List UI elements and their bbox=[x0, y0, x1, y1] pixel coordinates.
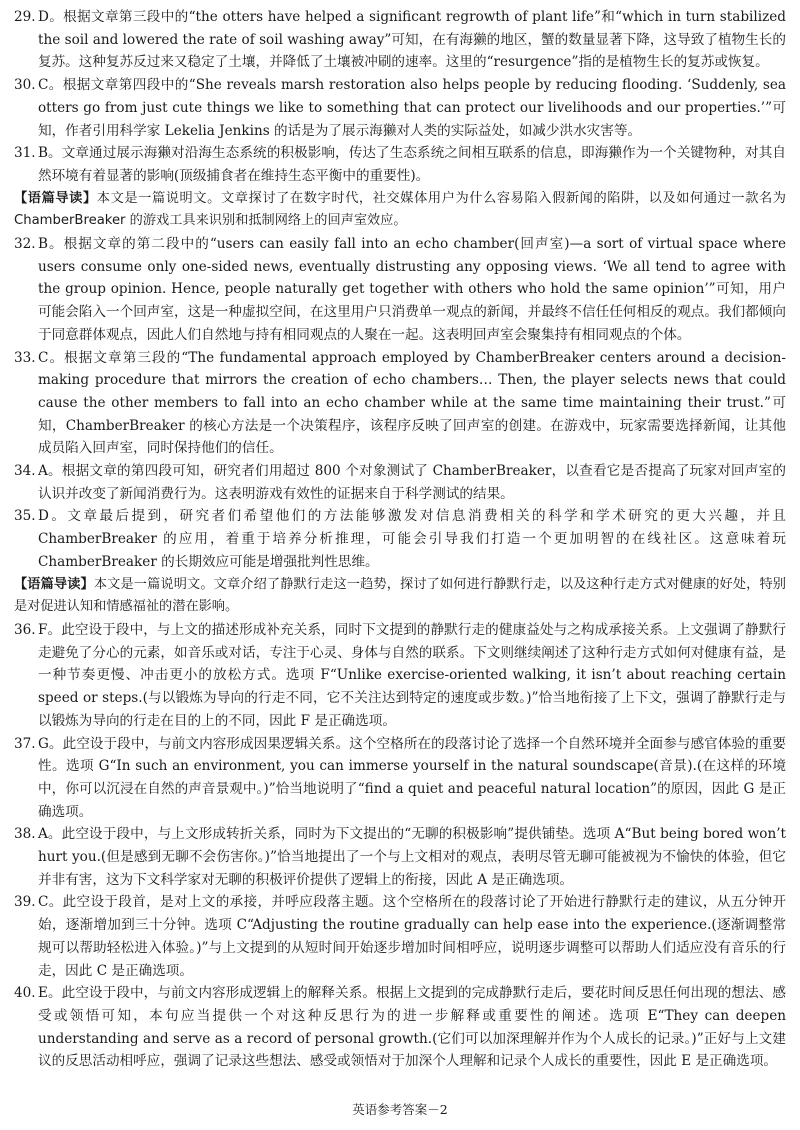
answer-item-29 bbox=[14, 6, 786, 74]
answer-item-32 bbox=[14, 233, 786, 347]
item-number: 35. bbox=[14, 508, 36, 525]
item-text: C。根据文章第四段中的“She reveals marsh restoration also helps people by reducing flooding. ‘Suddenly, sea otters go from just cute things we like to something that can protect our livelihoods and our properties.’”可知，作者引用科学家 Lekelia Jenkins 的话是为了展示海獭对人类的实际益处，如减少洪水灾害等。 bbox=[38, 77, 786, 139]
item-text: E。此空设于段中，与前文内容形成逻辑上的解释关系。根据上文提到的完成静默行走后，要花时间反思任何出现的想法、感受或领悟可知，本句应当提供一个对这种反思行为的进一步解释或重要性的阐述。选项 E“They can deepen understanding and serve as a record of personal growth.(它们可以加深理解并作为个人成长的记录。)”正好与上文建议的反思活动相呼应，强调了记录这些想法、感受或领悟对于加深个人理解和记录个人成长的重要性，因此 E 是正确选项。 bbox=[38, 985, 786, 1070]
item-number: 34. bbox=[14, 463, 36, 480]
item-text: D。根据文章第三段中的“the otters have helped a significant regrowth of plant life”和“which in turn stabilized the soil and lowered the rate of soil washing away”可知，在有海獭的地区，蟹的数量显著下降，这导致了植物生长的复苏。这种复苏反过来又稳定了土壤，并降低了土壤被冲刷的速率。这里的“resurgence”指的是植物生长的复苏或恢复。 bbox=[38, 9, 786, 71]
answer-item-34 bbox=[14, 460, 786, 505]
item-text: C。根据文章第三段的“The fundamental approach employed by ChamberBreaker centers around a decision-making procedure that mirrors the creation of echo chambers… Then, the player selects news that could cause the other members to fall into an echo chamber while at the same time maintaining their trust.”可知，ChamberBreaker 的核心方法是一个决策程序，该程序反映了回声室的创建。在游戏中，玩家需要选择新闻，让其他成员陷入回声室，同时保持他们的信任。 bbox=[38, 349, 786, 457]
answer-item-36 bbox=[14, 619, 786, 733]
answer-item-40 bbox=[14, 982, 786, 1073]
page-footer: 英语参考答案－2 bbox=[352, 1102, 448, 1117]
passage-guide-2 bbox=[14, 574, 786, 619]
item-text: B。根据文章的第二段中的“users can easily fall into an echo chamber(回声室)—a sort of virtual space where users consume only one-sided news, eventually distrusting any opposing views. ‘We all tend to agree with the group opinion. Hence, people naturally get together with others who hold the same opinion’”可知，用户可能会陷入一个回声室，这是一种虚拟空间，在这里用户只消费单一观点的新闻，并最终不信任任何相反的观点。我们都倾向于同意群体观点，因此人们自然地与持有相同观点的人聚在一起。这表明回声室会聚集持有相同观点的个体。 bbox=[38, 236, 786, 343]
item-number: 37. bbox=[14, 735, 36, 752]
passage-guide-1 bbox=[14, 188, 786, 233]
guide-tag: 【语篇导读】 bbox=[14, 576, 94, 592]
answer-item-37 bbox=[14, 733, 786, 824]
guide-text: 本文是一篇说明文。文章介绍了静默行走这一趋势，探讨了如何进行静默行走，以及这种行走方式对健康的好处，特别是对促进认知和情感福祉的潜在影响。 bbox=[14, 576, 786, 615]
item-number: 33. bbox=[14, 349, 36, 366]
item-number: 40. bbox=[14, 985, 36, 1002]
guide-tag: 【语篇导读】 bbox=[14, 190, 97, 206]
item-text: C。此空设于段首，是对上文的承接，并呼应段落主题。这个空格所在的段落讨论了开始进行静默行走的建议，从五分钟开始，逐渐增加到三十分钟。选项 C“Adjusting the routine gradually can help ease into the experience.(逐渐调整常规可以帮助轻松进入体验。)”与上文提到的从短时间开始逐步增加时间相呼应，说明逐步调整可以帮助人们适应没有音乐的行走，因此 C 是正确选项。 bbox=[38, 894, 786, 979]
item-text: A。此空设于段中，与上文形成转折关系，同时为下文提出的“无聊的积极影响”提供铺垫。选项 A“But being bored won’t hurt you.(但是感到无聊不会伤害你。)”恰当地提出了一个与上文相对的观点，表明尽管无聊可能被视为不愉快的体验，但它并非有害，这为下文科学家对无聊的积极评价提供了逻辑上的衔接，因此 A 是正确选项。 bbox=[38, 826, 786, 888]
item-number: 32. bbox=[14, 236, 36, 253]
item-number: 30. bbox=[14, 77, 36, 94]
item-text: D。文章最后提到，研究者们希望他们的方法能够激发对信息消费相关的科学和学术研究的更大兴趣，并且 ChamberBreaker 的应用，着重于培养分析推理，可能会引导我们打造一个更加明智的在线社区。这意味着玩 ChamberBreaker 的长期效应可能是增强批判性思维。 bbox=[38, 508, 786, 570]
item-text: A。根据文章的第四段可知，研究者们用超过 800 个对象测试了 ChamberBreaker，以查看它是否提高了玩家对回声室的认识并改变了新闻消费行为。这表明游戏有效性的证据来自于科学测试的结果。 bbox=[38, 463, 786, 502]
answer-item-31 bbox=[14, 142, 786, 187]
item-number: 38. bbox=[14, 826, 36, 843]
item-text: F。此空设于段中，与上文的描述形成补充关系，同时下文提到的静默行走的健康益处与之构成承接关系。上文强调了静默行走避免了分心的元素，如音乐或对话，专注于心灵、身体与自然的联系。下文则继续阐述了这种行走方式如何对健康有益，是一种节奏更慢、冲击更小的放松方式。选项 F“Unlike exercise-oriented walking, it isn’t about reaching certain speed or steps.(与以锻炼为导向的行走不同，它不关注达到特定的速度或步数。)”恰当地衔接了上下文，强调了静默行走与以锻炼为导向的行走在目的上的不同，因此 F 是正确选项。 bbox=[38, 621, 786, 729]
answer-item-35 bbox=[14, 505, 786, 573]
answer-item-30 bbox=[14, 74, 786, 142]
item-number: 36. bbox=[14, 621, 36, 638]
answer-item-39 bbox=[14, 891, 786, 982]
answer-item-33 bbox=[14, 347, 786, 461]
item-text: G。此空设于段中，与前文内容形成因果逻辑关系。这个空格所在的段落讨论了选择一个自然环境并全面参与感官体验的重要性。选项 G“In such an environment, you can immerse yourself in the natural soundscape(音景).(在这样的环境中，你可以沉浸在自然的声音景观中。)”恰当地说明了“find a quiet and peaceful natural location”的原因，因此 G 是正确选项。 bbox=[38, 735, 786, 820]
answer-item-38 bbox=[14, 823, 786, 891]
item-number: 29. bbox=[14, 9, 36, 25]
page-content bbox=[14, 6, 786, 1073]
item-number: 31. bbox=[14, 145, 36, 162]
item-text: B。文章通过展示海獭对沿海生态系统的积极影响，传达了生态系统之间相互联系的信息，即海獭作为一个关键物种，对其自然环境有着显著的影响(顶级捕食者在维持生态平衡中的重要性)。 bbox=[38, 145, 786, 184]
guide-text: 本文是一篇说明文。文章探讨了在数字时代，社交媒体用户为什么容易陷入假新闻的陷阱，以及如何通过一款名为 ChamberBreaker 的游戏工具来识别和抵制网络上的回声室效应。 bbox=[14, 190, 786, 229]
item-number: 39. bbox=[14, 894, 36, 911]
